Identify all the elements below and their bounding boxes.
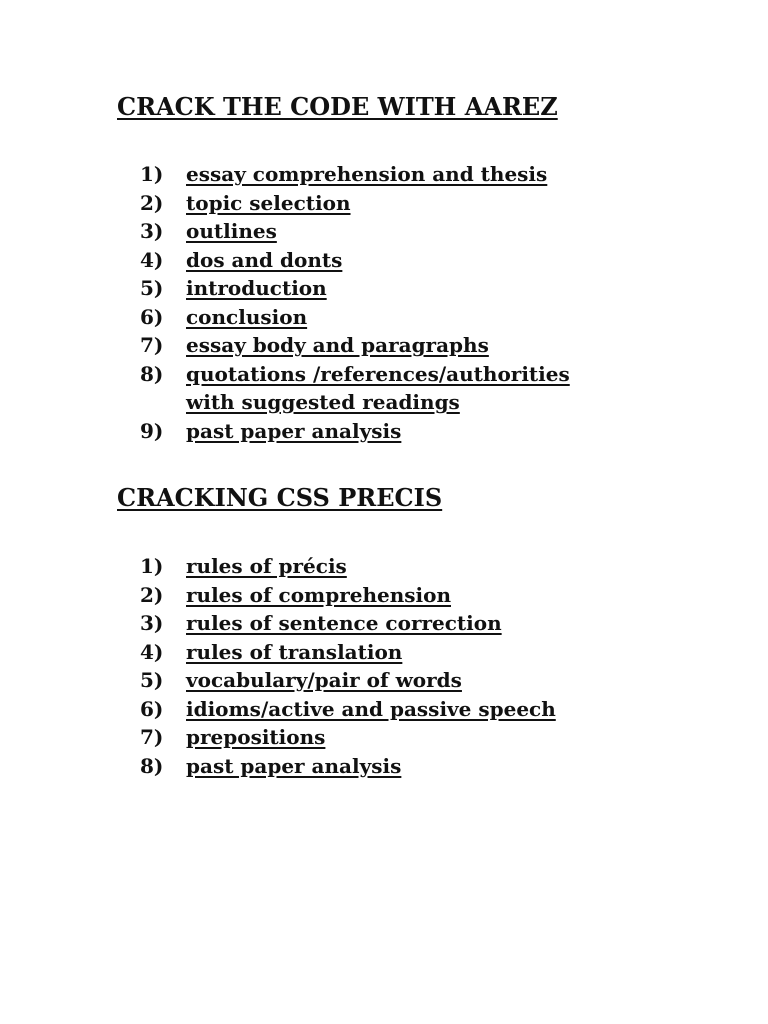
item-number: 2) [140,190,164,215]
item-number: 1) [140,162,164,186]
item-number: 8) [140,753,164,778]
item-number: 4) [140,247,164,272]
item-text: prepositions [186,725,326,749]
item-number: 4) [140,639,164,664]
item-number: 7) [140,725,164,749]
item-text: past paper analysis [186,753,402,778]
item-text: rules of translation [186,639,403,664]
item-text: rules of comprehension [186,582,451,607]
item-number: 8) [140,361,164,386]
item-text: dos and donts [186,247,343,272]
item-text: outlines [186,219,277,243]
item-number: 5) [140,668,164,692]
item-text: quotations /references/authorities with suggested readings [186,361,570,414]
item-number: 1) [140,554,164,578]
item-text: introduction [186,276,327,300]
section-title-precis: CRACKING CSS PRECIS [117,483,443,512]
item-text: essay comprehension and thesis [186,162,548,186]
item-text: topic selection [186,190,351,215]
item-number: 6) [140,696,164,721]
item-number: 9) [140,418,164,443]
item-number: 6) [140,304,164,329]
item-text: rules of sentence correction [186,611,502,635]
item-text: essay body and paragraphs [186,333,489,357]
section-title-essay: CRACK THE CODE WITH AAREZ [117,92,558,121]
item-number: 3) [140,611,164,635]
item-text: conclusion [186,304,308,329]
item-number: 7) [140,333,164,357]
item-number: 2) [140,582,164,607]
item-text: past paper analysis [186,418,402,443]
item-number: 5) [140,276,164,300]
item-number: 3) [140,219,164,243]
item-text: idioms/active and passive speech [186,696,556,721]
item-text: vocabulary/pair of words [186,668,462,692]
item-text: rules of précis [186,554,347,578]
